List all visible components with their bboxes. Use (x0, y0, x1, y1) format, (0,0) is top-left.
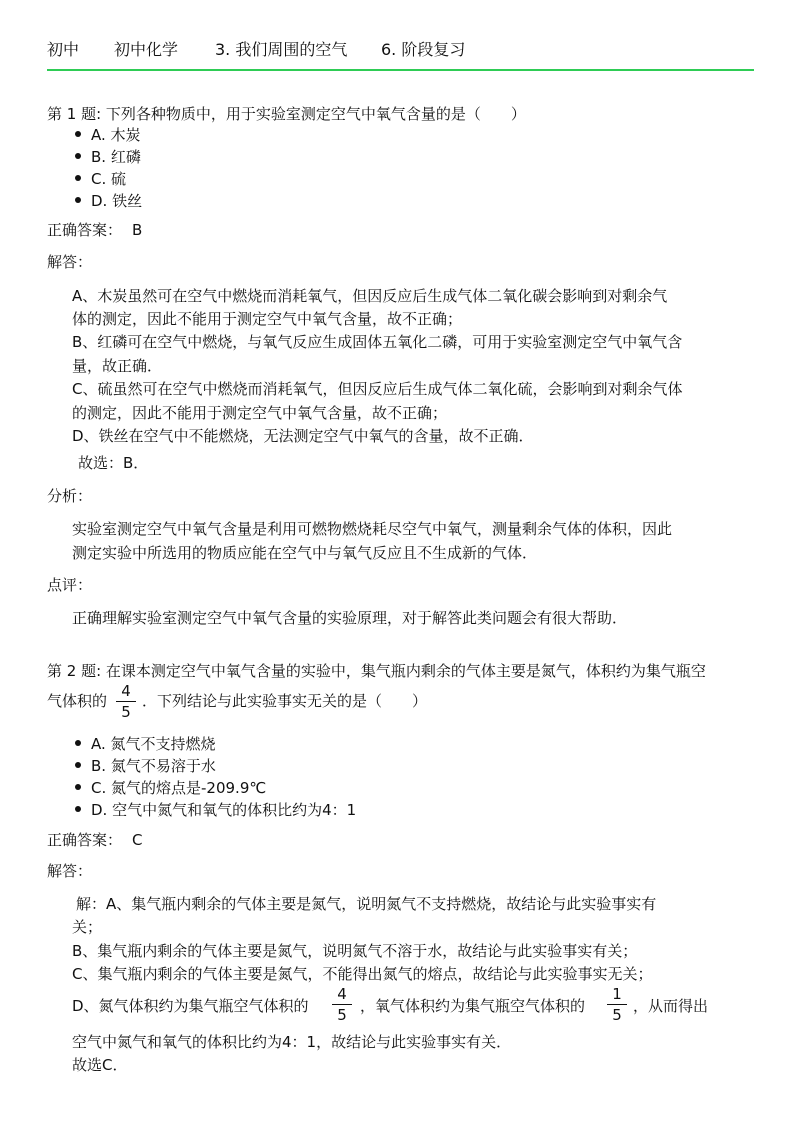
q2-option-a: A. 氮气不支持燃烧 (91, 735, 216, 753)
bullet (75, 740, 81, 746)
bullet (75, 197, 81, 203)
bullet (75, 806, 81, 812)
bullet (75, 762, 81, 768)
fraction-numerator: 4 (116, 682, 136, 702)
fraction-four-fifths (116, 682, 136, 721)
q1-solution-line: C、硫虽然可在空气中燃烧而消耗氧气，但因反应后生成气体二氧化硫，会影响到对剩余气体 (72, 380, 683, 398)
q2-answer-label: 正确答案： (47, 831, 123, 849)
fraction-numerator: 4 (332, 985, 352, 1005)
q1-solution-line: D、铁丝在空气中不能燃烧，无法测定空气中氧气的含量，故不正确． (72, 427, 534, 445)
bullet (75, 784, 81, 790)
q2-solution-line: B、集气瓶内剩余的气体主要是氮气，说明氮气不溶于水，故结论与此实验事实有关； (72, 942, 638, 960)
q1-analysis-line: 实验室测定空气中氧气含量是利用可燃物燃烧耗尽空气中氧气，测量剩余气体的体积，因此 (72, 520, 673, 538)
q2-solution-line: C、集气瓶内剩余的气体主要是氮气，不能得出氮气的熔点，故结论与此实验事实无关； (72, 965, 653, 983)
q1-solution-line: 故选：B． (78, 454, 149, 472)
bullet (75, 153, 81, 159)
q2-option-b: B. 氮气不易溶于水 (91, 757, 216, 775)
q2-option-d: D. 空气中氮气和氧气的体积比约为4：1 (91, 801, 357, 819)
question-2-text-line2b: ．下列结论与此实验事实无关的是（ ） (142, 692, 428, 710)
question-1-text: 第 1 题: 下列各种物质中，用于实验室测定空气中氧气含量的是（ ） (47, 105, 526, 123)
fraction-denominator: 5 (337, 1006, 347, 1024)
q1-solution-line: 的测定，因此不能用于测定空气中氧气含量，故不正确； (72, 404, 448, 422)
q2-solution-line: 关； (72, 918, 103, 936)
breadcrumb-level: 初中 (47, 40, 80, 59)
q1-comment-label: 点评： (47, 576, 93, 594)
q2-solution-d-part2: ，氧气体积约为集气瓶空气体积的 (360, 997, 586, 1015)
q1-comment-line: 正确理解实验室测定空气中氧气含量的实验原理，对于解答此类问题会有很大帮助． (72, 609, 628, 627)
question-2-text-line2a: 气体积的 (47, 692, 108, 710)
q2-solution-d-part1: D、氮气体积约为集气瓶空气体积的 (72, 997, 309, 1015)
q1-option-b: B. 红磷 (91, 148, 141, 166)
q2-solution-line: 空气中氮气和氧气的体积比约为4：1，故结论与此实验事实有关． (72, 1033, 512, 1051)
breadcrumb-chapter: 3. 我们周围的空气 (215, 40, 348, 59)
q1-answer-label: 正确答案： (47, 221, 123, 239)
q1-solution-line: A、木炭虽然可在空气中燃烧而消耗氧气，但因反应后生成气体二氧化碳会影响到对剩余气 (72, 287, 668, 305)
q1-option-a: A. 木炭 (91, 126, 141, 144)
bullet (75, 175, 81, 181)
breadcrumb-section: 6. 阶段复习 (381, 40, 466, 59)
q2-option-c: C. 氮气的熔点是-209.9℃ (91, 779, 267, 797)
q1-solution-label: 解答： (47, 253, 93, 271)
breadcrumb-subject: 初中化学 (114, 40, 179, 59)
question-2-text-line1: 第 2 题: 在课本测定空气中氧气含量的实验中，集气瓶内剩余的气体主要是氮气，体积约为集气瓶空 (47, 662, 706, 680)
fraction-denominator: 5 (121, 703, 131, 721)
q2-solution-line: 解：A、集气瓶内剩余的气体主要是氮气，说明氮气不支持燃烧，故结论与此实验事实有 (76, 895, 657, 913)
fraction-four-fifths (332, 985, 352, 1024)
q1-solution-line: B、红磷可在空气中燃烧，与氧气反应生成固体五氧化二磷，可用于实验室测定空气中氧气含 (72, 333, 683, 351)
q1-answer-value: B (132, 221, 143, 239)
q1-solution-line: 体的测定，因此不能用于测定空气中氧气含量，故不正确； (72, 310, 463, 328)
q1-option-d: D. 铁丝 (91, 192, 143, 210)
q1-option-c: C. 硫 (91, 170, 127, 188)
q2-solution-line: 故选C． (72, 1056, 128, 1074)
header-divider (47, 69, 754, 71)
breadcrumb (47, 39, 754, 61)
fraction-numerator: 1 (607, 985, 627, 1005)
q1-analysis-label: 分析： (47, 487, 93, 505)
q1-solution-line: 量，故正确． (72, 357, 163, 375)
q2-solution-d-part3: ，从而得出 (633, 997, 709, 1015)
q1-analysis-line: 测定实验中所选用的物质应能在空气中与氧气反应且不生成新的气体． (72, 544, 538, 562)
bullet (75, 131, 81, 137)
fraction-denominator: 5 (612, 1006, 622, 1024)
q2-answer-value: C (132, 831, 143, 849)
q2-solution-label: 解答： (47, 862, 93, 880)
fraction-one-fifth (607, 985, 627, 1024)
